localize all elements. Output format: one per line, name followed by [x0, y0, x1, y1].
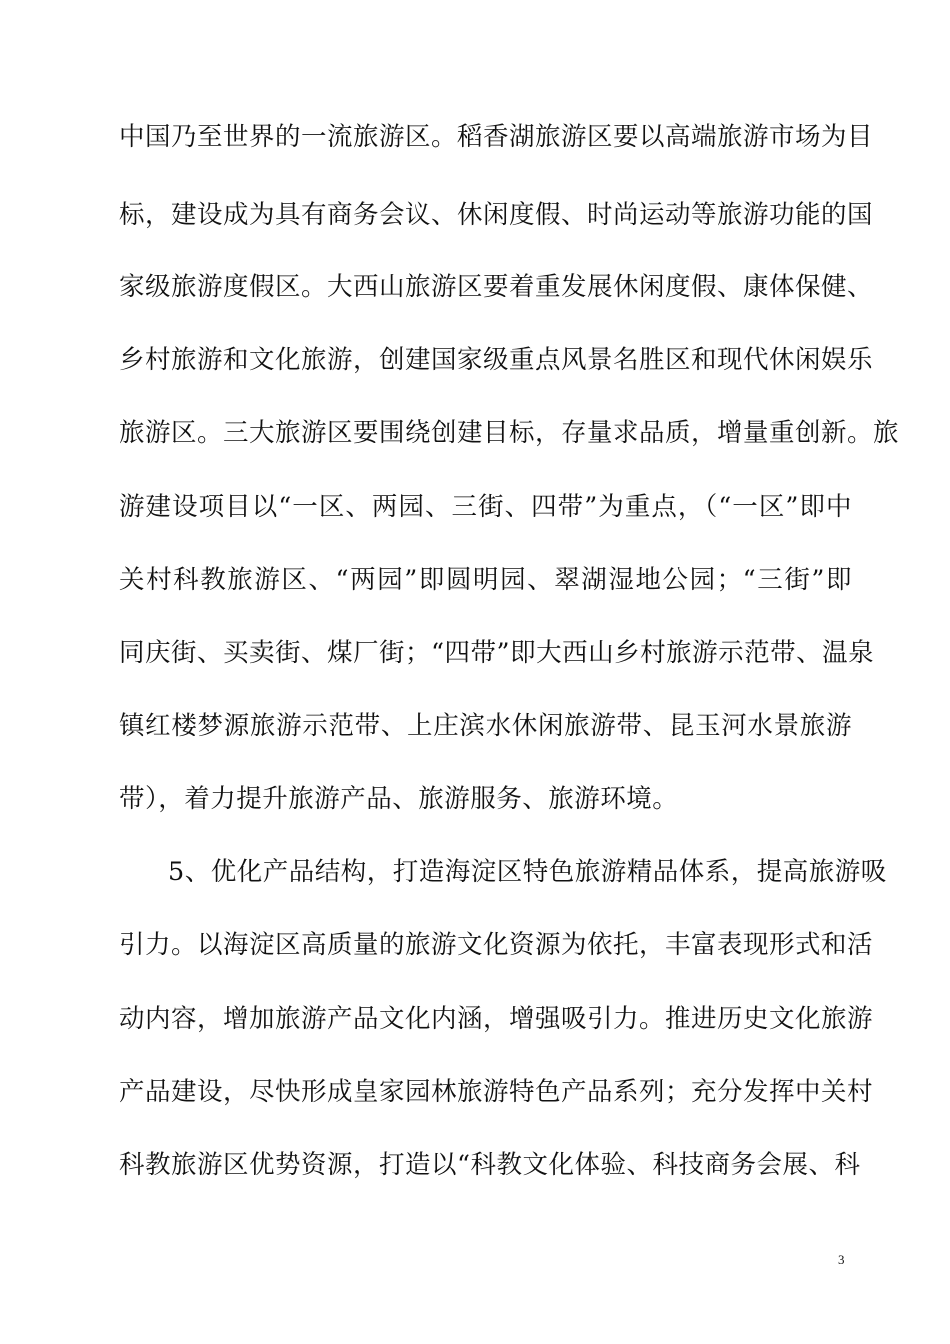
body-text-line: 旅游区。三大旅游区要围绕创建目标，存量求品质，增量重创新。旅: [119, 418, 900, 448]
paragraph-first-line: 5、优化产品结构，打造海淀区特色旅游精品体系，提高旅游吸: [168, 857, 887, 887]
body-text-line: 镇红楼梦源旅游示范带、上庄滨水休闲旅游带、昆玉河水景旅游: [119, 711, 852, 741]
body-text-line: 科教旅游区优势资源，打造以“科教文化体验、科技商务会展、科: [119, 1150, 861, 1180]
page-number: 3: [838, 1252, 845, 1267]
body-text-line: 产品建设，尽快形成皇家园林旅游特色产品系列；充分发挥中关村: [119, 1077, 874, 1107]
body-text-line: 同庆街、买卖街、煤厂街；“四带”即大西山乡村旅游示范带、温泉: [119, 638, 875, 668]
body-text-line: 游建设项目以“一区、两园、三街、四带”为重点，（“一区”即中: [119, 492, 852, 522]
body-text-line: 关村科教旅游区、“两园”即圆明园、翠湖湿地公园；“三街”即: [119, 565, 852, 595]
body-text-line: 中国乃至世界的一流旅游区。稻香湖旅游区要以高端旅游市场为目: [119, 122, 874, 152]
body-text-line: 标，建设成为具有商务会议、休闲度假、时尚运动等旅游功能的国: [119, 200, 874, 230]
body-text-line: 乡村旅游和文化旅游，创建国家级重点风景名胜区和现代休闲娱乐: [119, 345, 874, 375]
body-text-line: 家级旅游度假区。大西山旅游区要着重发展休闲度假、康体保健、: [119, 272, 874, 302]
body-text-line: 引力。以海淀区高质量的旅游文化资源为依托，丰富表现形式和活: [119, 930, 874, 960]
body-text-line: 动内容，增加旅游产品文化内涵，增强吸引力。推进历史文化旅游: [119, 1004, 874, 1034]
body-text-line: 带），着力提升旅游产品、旅游服务、旅游环境。: [119, 784, 679, 814]
